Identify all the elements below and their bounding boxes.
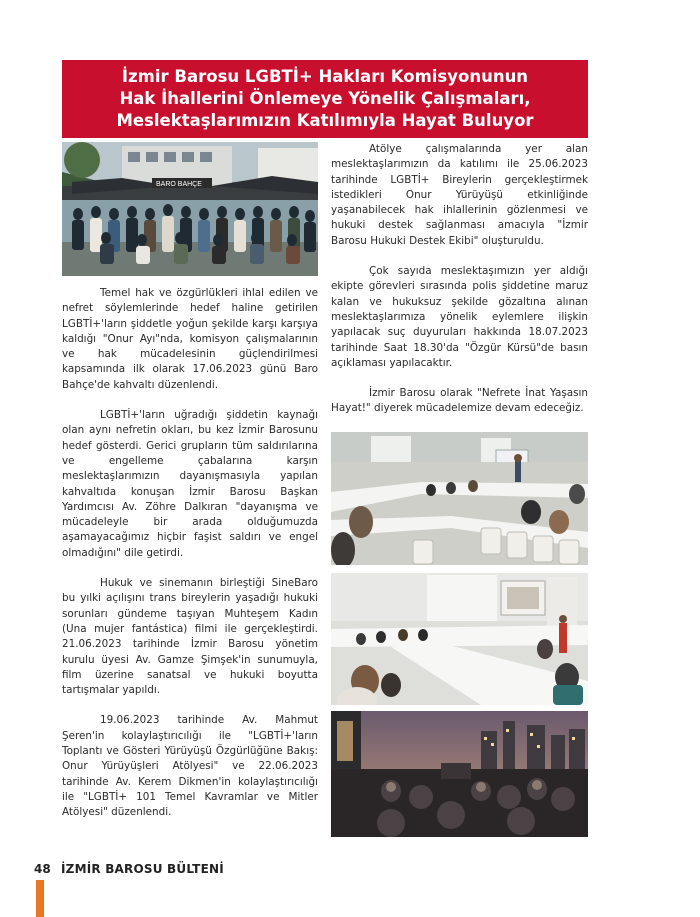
seminar-photo-night-illustration xyxy=(331,711,588,837)
article-title-banner xyxy=(62,60,588,138)
left-paragraph-3: Hukuk ve sinemanın birleştiği SineBaro bu yılki açılışını trans bireylerin yaşadığı hukuki sorunları gündeme taşıyan Muhteşem Kadın (Una mujer fantástica) filmi ile gerçekleştirdi. 21.06.2023 tarihinde İzmir Barosu yönetim kurulu üyesi Av. Gamze Şimşek'in sunumuyla, film üzerine sanatsal ve hukuki boyutta tartışmalar yapıldı. xyxy=(62,577,318,697)
group-photo xyxy=(62,142,318,276)
title-line-3: Meslektaşlarımızın Katılımıyla Hayat Buluyor xyxy=(116,111,534,130)
page-number: 48 xyxy=(34,862,51,876)
seminar-photo-night xyxy=(331,711,588,837)
workshop-photo-1-illustration xyxy=(331,432,588,565)
left-paragraph-1: Temel hak ve özgürlükleri ihlal edilen ve nefret söylemlerinde hedef haline getirilen LGBTİ+'ların şiddetle yoğun şekilde karşı karşıya kaldığı "Onur Ayı"nda, komisyon çalışmalarının ve hak mücadelesinin güçlendirilmesi kapsamında ilk olarak 17.06.2023 günü Baro Bahçe'de kahvaltı düzenlendi. xyxy=(62,287,318,391)
title-line-2: Hak İhallerini Önlemeye Yönelik Çalışmaları, xyxy=(119,89,531,108)
baro-bahce-sign: BARO BAHÇE xyxy=(156,181,202,188)
right-paragraph-2: Çok sayıda meslektaşımızın yer aldığı ekipte görevleri sırasında polis şiddetine maruz kalan ve hukuksuz şekilde gözaltına alınan meslektaşlarımıza yönelik eylemlere ilişkin yapılacak suç duyuruları hakkında 18.07.2023 tarihinde Saat 18.30'da "Özgür Kürsü"de basın açıklaması yapılacaktır. xyxy=(331,265,588,369)
right-paragraph-1: Atölye çalışmalarında yer alan meslektaşlarımızın da katılımı ile 25.06.2023 tarihinde LGBTİ+ Bireylerin gerçekleştirmek istedikleri Onur Yürüyüşü etkinliğinde yaşanabilecek hak ihlallerinin gözlenmesi ve hukuki destek sağlanması amacıyla "İzmir Barosu Hukuki Destek Ekibi" oluşturuldu. xyxy=(331,143,588,247)
workshop-photo-2-illustration xyxy=(331,573,588,705)
group-photo-illustration xyxy=(62,142,318,276)
right-column xyxy=(331,142,588,837)
workshop-photo-2 xyxy=(331,573,588,705)
left-paragraph-2: LGBTİ+'ların uğradığı şiddetin kaynağı olan aynı nefretin okları, bu kez İzmir Barosunu hedef gösterdi. Gerici grupların tüm saldırılarına ve engelleme çabalarına karşın meslektaşlarımızın dayanışmasıyla yapılan kahvaltıda konuşan İzmir Barosu Başkan Yardımcısı Av. Zöhre Dalkıran "dayanışma ve mücadeleyle bir arada olduğumuzda aşamayacağımız hiçbir faşist saldırı ve engel olmadığını" dile getirdi. xyxy=(62,409,318,559)
left-paragraph-4: 19.06.2023 tarihinde Av. Mahmut Şeren'in kolaylaştırıcılığı ile "LGBTİ+'ların Toplantı ve Gösteri Yürüyüşü Özgürlüğüne Bakış: Onur Yürüyüşleri Atölyesi" ve 22.06.2023 tarihinde Av. Kerem Dikmen'in kolaylaştırıcılığı ile "LGBTİ+ 101 Temel Kavramlar ve Mitler Atölyesi" düzenlendi. xyxy=(62,714,318,819)
title-line-1: İzmir Barosu LGBTİ+ Hakları Komisyonunun xyxy=(121,67,529,86)
left-column xyxy=(62,142,318,836)
footer-accent-bar xyxy=(36,880,44,917)
publication-title: İZMİR BAROSU BÜLTENİ xyxy=(61,862,224,876)
workshop-photo-1 xyxy=(331,432,588,565)
right-paragraph-3: İzmir Barosu olarak "Nefrete İnat Yaşasın Hayat!" diyerek mücadelemize devam edeceğiz. xyxy=(331,387,588,415)
